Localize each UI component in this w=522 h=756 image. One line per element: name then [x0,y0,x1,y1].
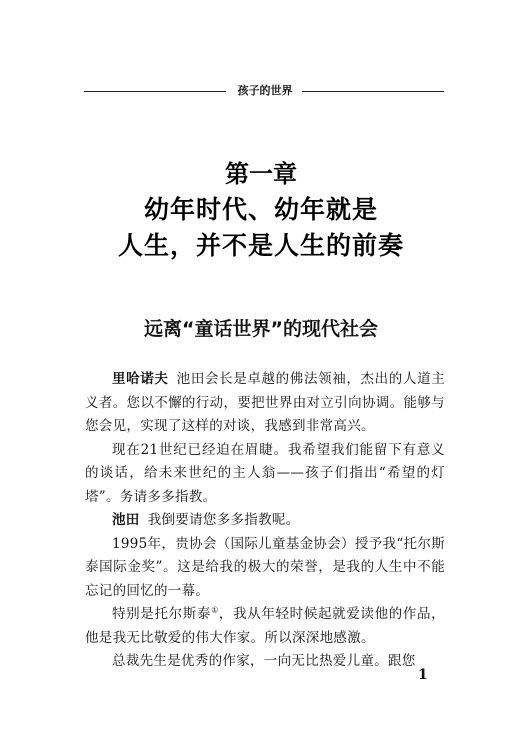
paragraph-text: 现在21世纪已经迫在眉睫。我希望我们能留下有意义的谈话，给未来世纪的主人翁——孩子们指出“希望的灯塔”。务请多多指教。 [85,441,445,505]
paragraph [85,368,445,439]
paragraph [85,650,445,674]
paragraph [85,509,445,533]
page-number: 1 [418,667,428,683]
paragraph-text: ，我从年轻时候起就爱读他的作品，他是我无比敬爱的伟大作家。所以深深地感激。 [85,606,445,646]
paragraph-text: 池田会长是卓越的佛法领袖，杰出的人道主义者。您以不懈的行动，要把世界由对立引向协调。能够与您会见，实现了这样的对谈，我感到非常高兴。 [85,371,446,434]
header-rule-left [84,91,226,92]
footnote-marker: ① [211,605,219,615]
paragraph [85,603,445,650]
chapter-title-line-2: 人生，并不是人生的前奏 [117,231,404,260]
speaker-name: 池田 [112,512,140,528]
paragraph [85,439,445,510]
running-header-title: 孩子的世界 [237,84,293,97]
paragraph-text: 1995年，贵协会（国际儿童基金协会）授予我“托尔斯泰国际金奖”。这是给我的极大的荣誉，是我的人生中不能忘记的回忆的一幕。 [85,535,445,599]
running-header [84,83,444,99]
paragraph-text: 我倒要请您多多指教呢。 [147,512,300,528]
speaker-name: 里哈诺夫 [112,371,169,387]
paragraph [85,533,445,604]
section-title: 远离“童话世界”的现代社会 [144,318,378,340]
chapter-number: 第一章 [225,160,297,188]
paragraph-text: 特别是托尔斯泰 [112,606,212,622]
chapter-title-line-1: 幼年时代、幼年就是 [143,195,378,224]
header-rule-right [302,91,444,92]
paragraph-text: 总裁先生是优秀的作家，一向无比热爱儿童。跟您 [112,653,416,669]
body-text [85,368,445,674]
